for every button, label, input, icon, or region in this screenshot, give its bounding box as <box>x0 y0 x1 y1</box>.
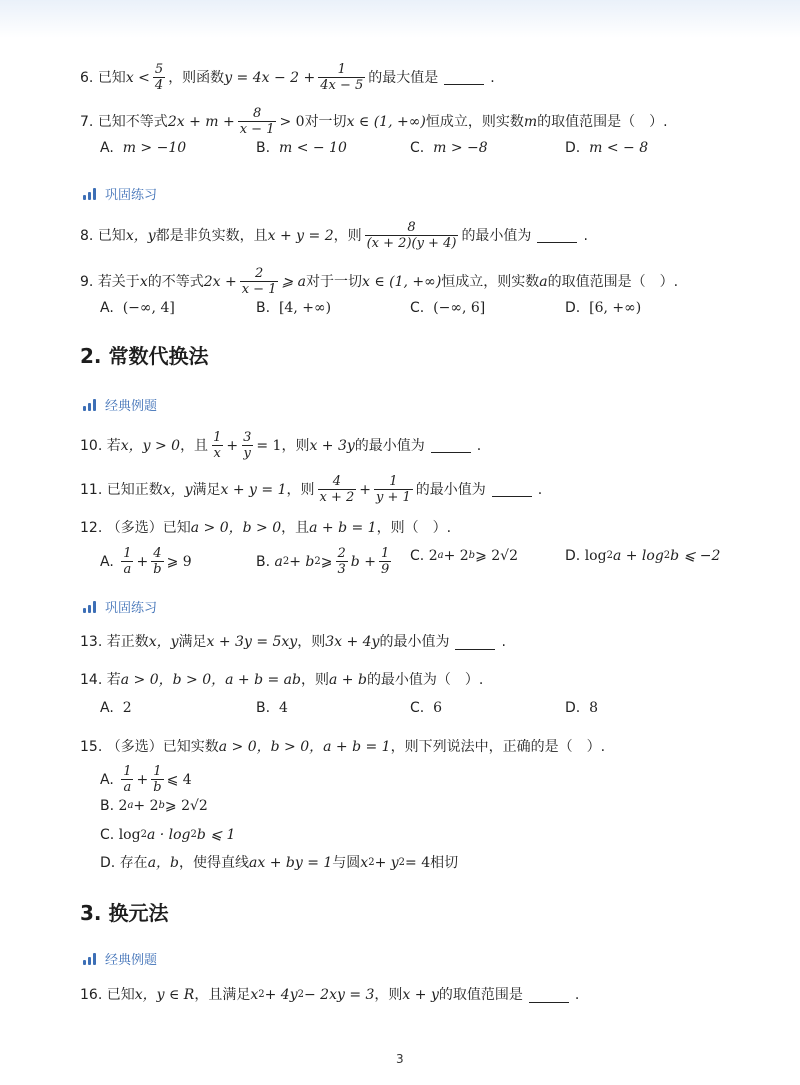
section-tag: 经典例题 <box>83 949 157 968</box>
fraction: $\frac{1}{x}$ <box>213 430 222 461</box>
question-16: 16. 已知 x，y ∈ R ，且满足 x 2 + 4y 2 − 2xy = 3 ，则 x + y 的取值范围是 . <box>80 987 580 1003</box>
option-d: D. 存在 a，b ，使得直线 ax + by = 1 与圆 x 2 + y 2 = 4 相切 <box>100 855 459 871</box>
option-c: C. log 2 a · log 2 b ⩽ 1 <box>100 827 236 843</box>
fraction: $\frac{8}{(x + 2)(y + 4)}$ <box>366 220 457 251</box>
question-9: 9. 若关于 x 的不等式 2x + $\frac{2}{x - 1}$ ⩾ a 对于一切 x ∈ (1, +∞) 恒成立，则实数 a 的取值范围是（ ）. <box>80 266 679 297</box>
option-a: A. $\frac{1}{a}$ + $\frac{4}{b}$ ⩾ 9 <box>100 546 192 577</box>
option-a: A. (−∞, 4] <box>100 300 175 316</box>
option-c: C. 6 <box>410 700 443 716</box>
option-b: B. 2 a + 2 b ⩾ 2√2 <box>100 798 208 814</box>
option-d: D. log 2 a + log 2 b ⩽ −2 <box>565 548 721 564</box>
question-12: 12. （多选）已知 a > 0，b > 0 ，且 a + b = 1 ，则（ ）. <box>80 520 452 536</box>
option-b: B. m < − 10 <box>256 140 347 156</box>
fraction: $\frac{8}{x - 1}$ <box>239 106 275 137</box>
section-heading: 3. 换元法 <box>80 901 169 925</box>
section-tag: 巩固练习 <box>83 184 157 203</box>
option-c: C. (−∞, 6] <box>410 300 486 316</box>
bar-chart-icon <box>83 953 96 965</box>
question-13: 13. 若正数 x，y 满足 x + 3y = 5xy ，则 3x + 4y 的最小值为 . <box>80 634 506 650</box>
option-d: D. [6, +∞) <box>565 300 642 316</box>
bar-chart-icon <box>83 399 96 411</box>
answer-blank <box>492 482 532 497</box>
fraction: $\frac{4}{x + 2}$ <box>319 474 355 505</box>
option-b: B. 4 <box>256 700 288 716</box>
section-tag: 经典例题 <box>83 395 157 414</box>
question-10: 10. 若 x，y > 0 ，且 $\frac{1}{x}$ + $\frac{3}{y}$ = 1 ，则 x + 3y 的最小值为 . <box>80 430 482 461</box>
bar-chart-icon <box>83 601 96 613</box>
fraction: $\frac{1}{4x - 5}$ <box>320 62 364 93</box>
option-d: D. m < − 8 <box>565 140 649 156</box>
answer-blank <box>444 70 484 85</box>
option-b: B. a 2 + b 2 ⩾ $\frac{2}{3}$ b + $\frac{1}{9}$ <box>256 546 390 577</box>
option-c: C. m > −8 <box>410 140 488 156</box>
fraction: $\frac{2}{x - 1}$ <box>241 266 277 297</box>
fraction: $\frac{5}{4}$ <box>154 62 164 93</box>
answer-blank <box>537 228 577 243</box>
section-tag: 巩固练习 <box>83 597 157 616</box>
option-b: B. [4, +∞) <box>256 300 332 316</box>
question-7: 7. 已知不等式 2x + m + $\frac{8}{x - 1}$ > 0 对一切 x ∈ (1, +∞) 恒成立，则实数 m 的取值范围是（ ）. <box>80 106 668 137</box>
section-heading: 2. 常数代换法 <box>80 344 209 368</box>
fraction: $\frac{1}{y + 1}$ <box>376 474 411 505</box>
option-c: C. 2 a + 2 b ⩾ 2√2 <box>410 548 518 564</box>
question-14: 14. 若 a > 0，b > 0，a + b = ab ，则 a + b 的最小值为（ ）. <box>80 672 484 688</box>
fraction: $\frac{3}{y}$ <box>243 430 252 461</box>
answer-blank <box>455 635 495 650</box>
question-11: 11. 已知正数 x，y 满足 x + y = 1 ，则 $\frac{4}{x + 2}$ + $\frac{1}{y + 1}$ 的最小值为 . <box>80 474 543 505</box>
question-6: 6. 已知 x < $\frac{5}{4}$ ，则函数 y = 4x − 2 + $\frac{1}{4x - 5}$ 的最大值是 . <box>80 62 495 93</box>
question-15: 15. （多选）已知实数 a > 0，b > 0，a + b = 1 ，则下列说法中，正确的是（ ）. <box>80 739 606 755</box>
question-number: 6. <box>80 69 94 86</box>
question-8: 8. 已知 x，y 都是非负实数，且 x + y = 2 ，则 $\frac{8}{(x + 2)(y + 4)}$ 的最小值为 . <box>80 220 588 251</box>
answer-blank <box>529 988 569 1003</box>
option-a: A. $\frac{1}{a}$ + $\frac{1}{b}$ ⩽ 4 <box>100 764 192 795</box>
page-number: 3 <box>396 1052 404 1066</box>
option-d: D. 8 <box>565 700 599 716</box>
answer-blank <box>431 438 471 453</box>
option-a: A. m > −10 <box>100 140 187 156</box>
bar-chart-icon <box>83 188 96 200</box>
option-a: A. 2 <box>100 700 132 716</box>
